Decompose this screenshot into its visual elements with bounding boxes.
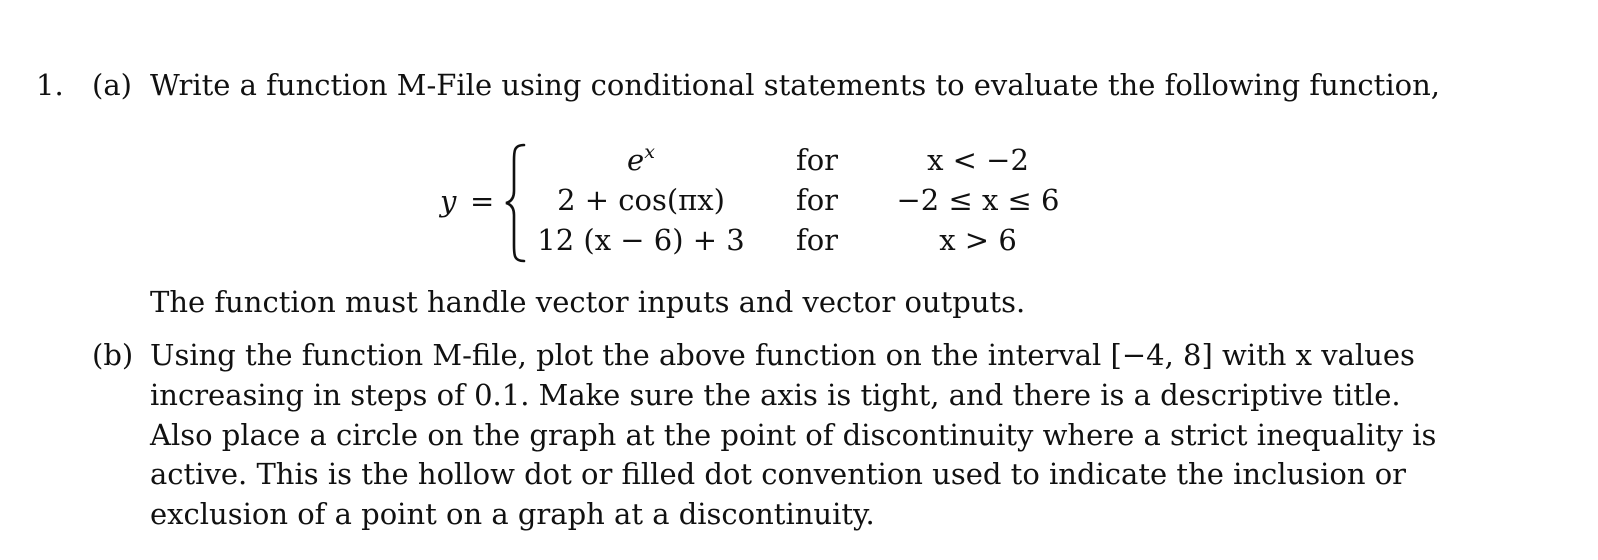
part-b-line-5: exclusion of a point on a graph at a discontinuity. — [150, 497, 875, 531]
case-2-condition: −2 ≤ x ≤ 6 — [896, 183, 1060, 217]
equation-lhs: y — [440, 184, 457, 218]
case-2-for: for — [795, 183, 839, 217]
equation-equals: = — [470, 184, 495, 218]
case-3-for: for — [795, 223, 839, 257]
case-3-condition: x > 6 — [939, 223, 1017, 257]
part-a-question: Write a function M-File using conditional statements to evaluate the following function, — [150, 68, 1440, 102]
part-a-note: The function must handle vector inputs and vector outputs. — [150, 285, 1026, 319]
case-3-expression: 12 (x − 6) + 3 — [537, 223, 745, 257]
part-a-label: (a) — [92, 68, 132, 102]
part-b-line-2: increasing in steps of 0.1. Make sure the axis is tight, and there is a descriptive title. — [150, 378, 1401, 412]
problem-number: 1. — [36, 68, 64, 102]
case-1-expression: $e^x$ — [627, 141, 655, 177]
left-brace-icon — [504, 143, 528, 263]
part-b-line-1: Using the function M-file, plot the above function on the interval [−4, 8] with x values — [150, 338, 1415, 372]
part-b-line-3: Also place a circle on the graph at the point of discontinuity where a strict inequality is — [150, 418, 1437, 452]
case-1-for: for — [795, 143, 839, 177]
part-b-line-4: active. This is the hollow dot or filled dot convention used to indicate the inclusion or — [150, 457, 1407, 491]
part-b-label: (b) — [92, 338, 134, 372]
case-1-condition: x < −2 — [927, 143, 1029, 177]
case-2-expression: 2 + cos(πx) — [557, 183, 725, 217]
